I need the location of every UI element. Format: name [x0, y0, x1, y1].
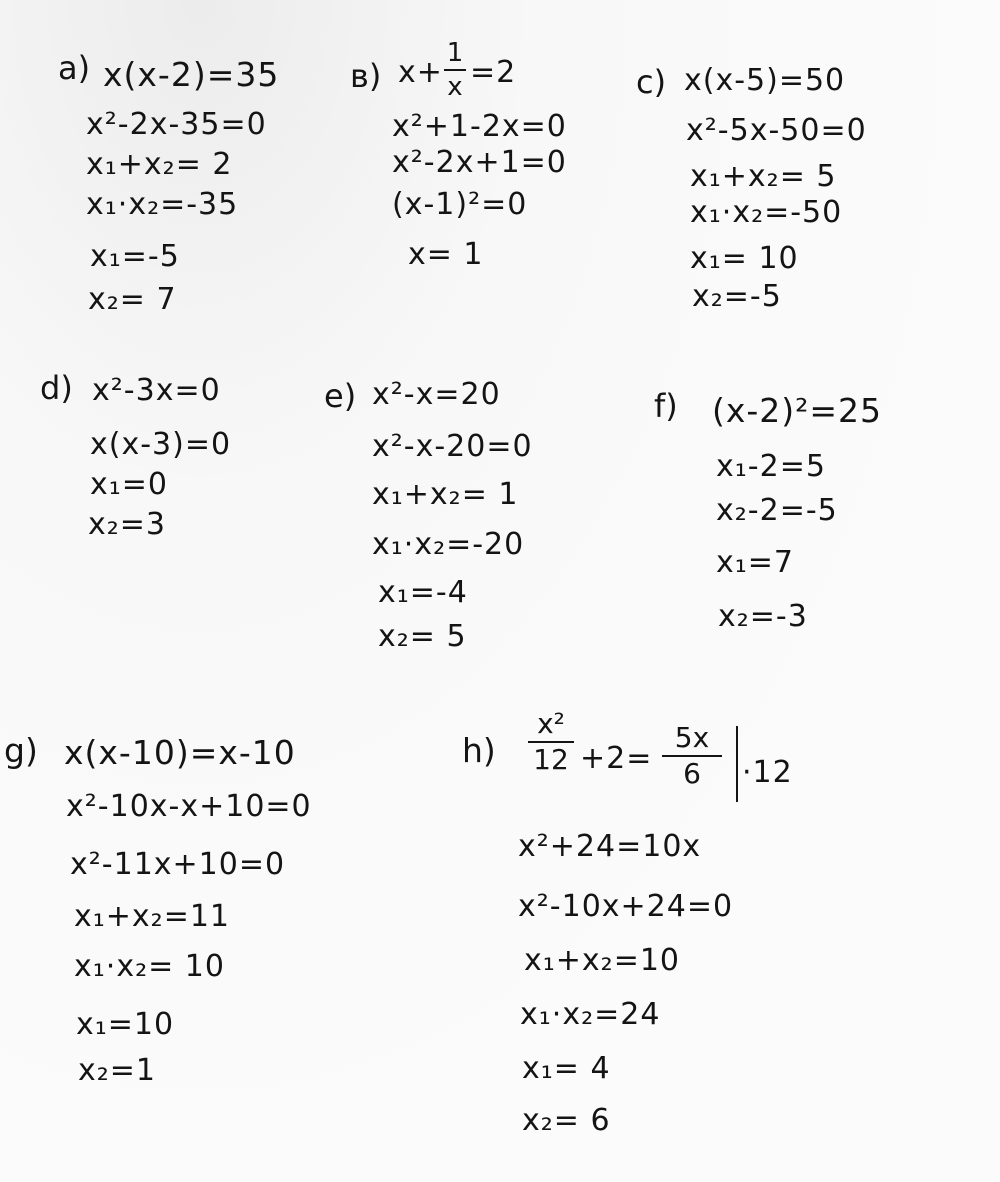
problem-c-equation: x(x-5)=50 — [684, 63, 846, 98]
problem-g-line: x²-10x-x+10=0 — [66, 789, 312, 824]
problem-b-fraction — [444, 40, 466, 100]
problem-h-line: x²+24=10x — [518, 829, 702, 864]
fraction-numerator: 1 — [446, 38, 464, 68]
problem-a-equation: x(x-2)=35 — [103, 55, 280, 94]
problem-e-equation: x²-x=20 — [372, 377, 501, 412]
problem-b-line: x²+1-2x=0 — [392, 109, 567, 144]
problem-c-line: x₁+x₂= 5 — [690, 159, 837, 194]
fraction-denominator: 6 — [683, 757, 701, 790]
problem-h-line: x₁= 4 — [522, 1051, 611, 1086]
problem-b-line: (x-1)²=0 — [392, 187, 528, 222]
problem-g-line: x₁+x₂=11 — [74, 899, 231, 934]
problem-h-multiplier: ·12 — [742, 755, 793, 790]
problem-e-line: x₁·x₂=-20 — [372, 527, 525, 562]
problem-h-fraction-left — [528, 707, 574, 776]
problem-a-line: x²-2x-35=0 — [86, 107, 267, 142]
problem-a-label: a) — [58, 49, 91, 87]
problem-e-line: x₁=-4 — [378, 575, 468, 610]
problem-a-line: x₁·x₂=-35 — [86, 187, 239, 222]
problem-d-line: x(x-3)=0 — [90, 427, 232, 462]
problem-c-label: c) — [636, 63, 667, 101]
multiply-both-sides-bar — [736, 726, 738, 802]
problem-f-line: x₂-2=-5 — [716, 493, 838, 528]
problem-a-line: x₁+x₂= 2 — [86, 147, 233, 182]
problem-d-equation: x²-3x=0 — [92, 373, 221, 408]
problem-e-line: x₂= 5 — [378, 619, 467, 654]
problem-a-line: x₁=-5 — [90, 239, 180, 274]
problem-h-fraction-right — [662, 721, 722, 790]
problem-h-line: x₁·x₂=24 — [520, 997, 661, 1032]
problem-b-line: x²-2x+1=0 — [392, 145, 567, 180]
problem-h-line: x₁+x₂=10 — [524, 943, 681, 978]
problem-b-line: x= 1 — [408, 237, 484, 272]
fraction-numerator: 5x — [674, 721, 710, 754]
fraction-denominator: 12 — [533, 743, 569, 776]
problem-g-equation: x(x-10)=x-10 — [64, 733, 296, 772]
fraction-bar — [444, 69, 466, 71]
problem-c-line: x₁·x₂=-50 — [690, 195, 843, 230]
problem-b-eq-left: x+ — [398, 55, 443, 90]
problem-g-label: g) — [4, 731, 38, 770]
problem-b-label: в) — [350, 57, 382, 95]
problem-g-line: x²-11x+10=0 — [70, 847, 286, 882]
problem-d-line: x₁=0 — [90, 467, 169, 502]
problem-h-line: x²-10x+24=0 — [518, 889, 734, 924]
problem-d-label: d) — [40, 369, 73, 407]
problem-d-line: x₂=3 — [88, 507, 167, 542]
problem-e-line: x₁+x₂= 1 — [372, 477, 519, 512]
problem-h-middle: +2= — [580, 741, 653, 776]
problem-f-line: x₂=-3 — [718, 599, 808, 634]
problem-b-eq-right: =2 — [470, 55, 517, 90]
problem-e-label: e) — [324, 377, 357, 415]
problem-g-line: x₂=1 — [78, 1053, 157, 1088]
problem-h-line: x₂= 6 — [522, 1103, 611, 1138]
problem-a-line: x₂= 7 — [88, 282, 177, 317]
fraction-numerator: x² — [537, 707, 565, 740]
problem-f-line: x₁=7 — [716, 545, 795, 580]
fraction-denominator: x — [447, 72, 463, 102]
problem-f-label: f) — [654, 387, 678, 425]
problem-g-line: x₁=10 — [76, 1007, 175, 1042]
problem-c-line: x₁= 10 — [690, 241, 799, 276]
problem-f-line: x₁-2=5 — [716, 449, 826, 484]
problem-e-line: x²-x-20=0 — [372, 429, 533, 464]
problem-f-equation: (x-2)²=25 — [712, 391, 883, 430]
problem-c-line: x²-5x-50=0 — [686, 113, 867, 148]
problem-g-line: x₁·x₂= 10 — [74, 949, 225, 984]
problem-h-label: h) — [462, 731, 496, 770]
problem-c-line: x₂=-5 — [692, 279, 782, 314]
